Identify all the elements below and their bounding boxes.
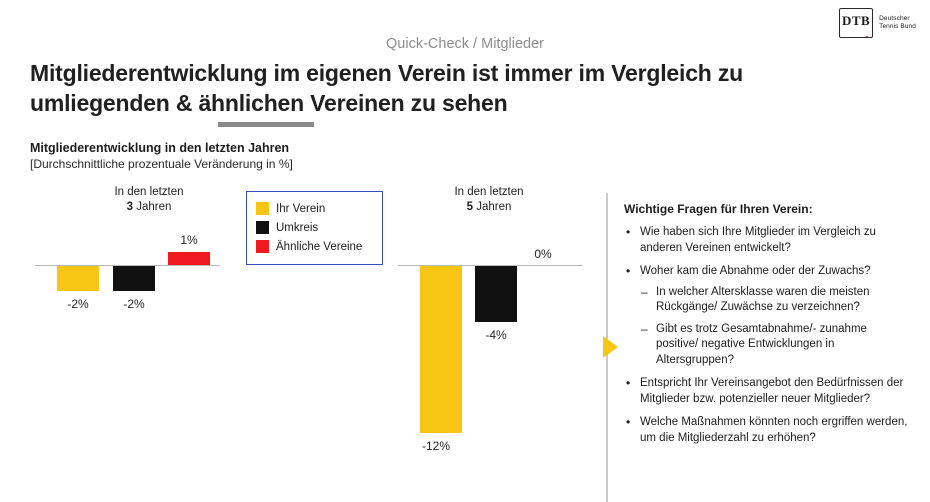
legend-item-ihr-verein <box>256 199 373 218</box>
list-item <box>624 225 912 256</box>
chart-5-years-title-line1: In den letzten <box>454 186 524 198</box>
chart-5-years-title-unit: Jahren <box>473 201 512 213</box>
chart-5-years-label-ihr-verein: -12% <box>421 439 450 453</box>
chart-3-years-bar-umkreis <box>113 266 155 291</box>
dash-bullet-icon: – <box>641 284 648 299</box>
legend-swatch-umkreis <box>256 221 269 234</box>
chart-legend <box>246 191 383 265</box>
chart-5-years-title <box>424 185 554 215</box>
breadcrumb: Quick-Check / Mitglieder <box>386 36 544 52</box>
bullet-icon: • <box>626 415 631 429</box>
questions-panel-title: Wichtige Fragen für Ihren Verein: <box>624 202 813 216</box>
chart-5-years-title-line2 <box>424 200 554 215</box>
legend-label-ihr-verein: Ihr Verein <box>276 202 326 215</box>
chart-3-years-title-number: 3 <box>126 201 134 213</box>
bullet-icon: • <box>626 376 631 390</box>
dtb-logo-mark-icon <box>839 8 873 38</box>
chart-section-subtitle: [Durchschnittliche prozentuale Veränderung in %] <box>30 157 293 171</box>
chart-3-years-label-umkreis: -2% <box>123 297 145 311</box>
sub-list-item-text: Gibt es trotz Gesamtabnahme/- zunahme positive/ negative Entwicklungen in Altersgruppen? <box>656 322 867 366</box>
list-item-text: Welche Maßnahmen könnten noch ergriffen werden, um die Mitgliederzahl zu erhöhen? <box>640 416 908 444</box>
chart-5-years-label-aehnliche-vereine: 0% <box>534 247 552 261</box>
bullet-icon: • <box>626 264 631 278</box>
chart-5-years-bar-umkreis <box>475 266 517 322</box>
panel-arrow-icon <box>603 336 618 358</box>
chart-3-years-bar-aehnliche-vereine <box>168 252 210 265</box>
bullet-icon: • <box>626 225 631 239</box>
dash-bullet-icon: – <box>641 321 648 336</box>
chart-3-years-title-line2 <box>84 200 214 215</box>
chart-section-title: Mitgliederentwicklung in den letzten Jahren <box>30 141 290 155</box>
legend-swatch-aehnliche-vereine <box>256 240 269 253</box>
chart-3-years-label-aehnliche-vereine: 1% <box>180 233 198 247</box>
legend-swatch-ihr-verein <box>256 202 269 215</box>
dtb-logo-letters: DTB <box>841 13 871 28</box>
dtb-logo-name-line1: Deutscher <box>879 15 910 22</box>
chart-5-years-bar-ihr-verein <box>420 266 462 433</box>
chart-3-years-title-unit: Jahren <box>133 201 172 213</box>
chart-5-years-label-umkreis: -4% <box>485 328 507 342</box>
dtb-logo-name-line2: Tennis Bund <box>879 23 916 30</box>
chart-5-years-title-number: 5 <box>466 201 474 213</box>
list-item <box>624 415 912 446</box>
dtb-logo-wordmark <box>879 15 916 31</box>
sub-list-item <box>640 322 912 369</box>
dtb-logo <box>839 8 916 38</box>
list-item <box>624 264 912 368</box>
legend-item-umkreis <box>256 218 373 237</box>
list-item-text: Wie haben sich Ihre Mitglieder im Vergleich zu anderen Vereinen entwickelt? <box>640 226 876 254</box>
legend-item-aehnliche-vereine <box>256 237 373 256</box>
chart-3-years-bar-ihr-verein <box>57 266 99 291</box>
legend-label-aehnliche-vereine: Ähnliche Vereine <box>276 240 363 253</box>
chart-3-years-title <box>84 185 214 215</box>
page-title: Mitgliederentwicklung im eigenen Verein ist immer im Vergleich zu umliegenden & ähnlichen Vereinen zu sehen <box>30 60 743 116</box>
list-item-text: Entspricht Ihr Vereinsangebot den Bedürfnissen der Mitglieder bzw. potenzieller neuer Mitglieder? <box>640 377 904 405</box>
title-underline-divider <box>218 122 314 127</box>
legend-label-umkreis: Umkreis <box>276 221 319 234</box>
list-item-text: Woher kam die Abnahme oder der Zuwachs? <box>640 265 871 277</box>
questions-sublist <box>640 285 912 369</box>
chart-3-years-label-ihr-verein: -2% <box>67 297 89 311</box>
sub-list-item-text: In welcher Altersklasse waren die meisten Rückgänge/ Zuwächse zu verzeichnen? <box>656 285 870 313</box>
sub-list-item <box>640 285 912 316</box>
chart-3-years-title-line1: In den letzten <box>114 186 184 198</box>
list-item <box>624 376 912 407</box>
questions-panel <box>624 202 912 454</box>
questions-list <box>624 225 912 446</box>
